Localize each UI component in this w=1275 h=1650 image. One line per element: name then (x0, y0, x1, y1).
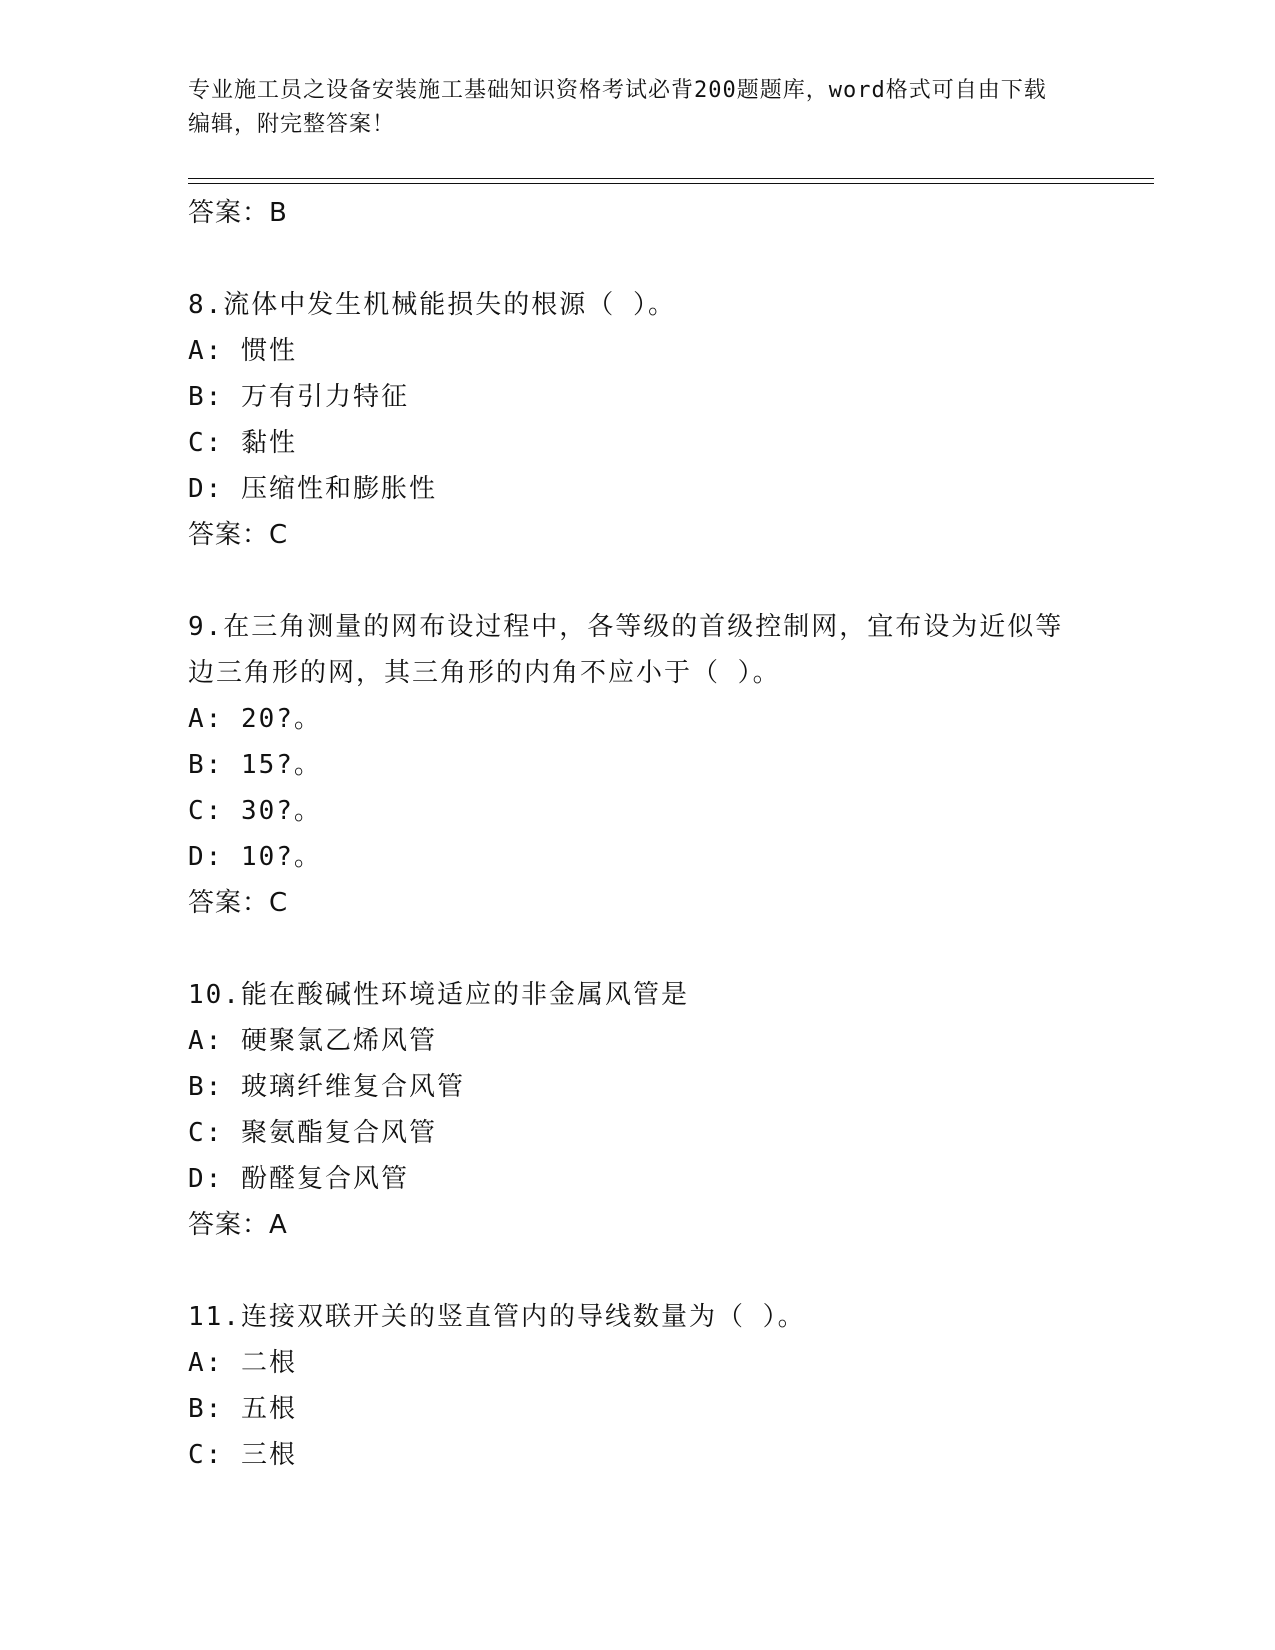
question-text: 11.连接双联开关的竖直管内的导线数量为（ ）。 (188, 1302, 806, 1332)
option-a: A: 20?。 (188, 704, 322, 734)
document-header: 专业施工员之设备安装施工基础知识资格考试必背200题题库，word格式可自由下载编辑，附完整答案！ (188, 78, 1047, 137)
option-b: B: 玻璃纤维复合风管 (188, 1072, 465, 1102)
spacer (188, 558, 1088, 604)
question-text: 8.流体中发生机械能损失的根源（ ）。 (188, 290, 676, 320)
option-d: D: 压缩性和膨胀性 (188, 474, 437, 504)
question-text: 10.能在酸碱性环境适应的非金属风管是 (188, 980, 689, 1010)
option-d: D: 酚醛复合风管 (188, 1164, 409, 1194)
document-content (188, 190, 1088, 1478)
option-a: A: 惯性 (188, 336, 297, 366)
option-c: C: 三根 (188, 1440, 297, 1470)
question-block-11 (188, 1294, 1088, 1478)
question-text: 9.在三角测量的网布设过程中，各等级的首级控制网，宜布设为近似等边三角形的网，其三角形的内角不应小于（ ）。 (188, 612, 1064, 688)
option-b: B: 15?。 (188, 750, 322, 780)
option-d: D: 10?。 (188, 842, 322, 872)
option-c: C: 聚氨酯复合风管 (188, 1118, 437, 1148)
spacer (188, 1248, 1088, 1294)
option-b: B: 五根 (188, 1394, 297, 1424)
header-divider-bottom (188, 183, 1154, 184)
question-block-8 (188, 282, 1088, 558)
option-a: A: 二根 (188, 1348, 297, 1378)
answer-line: 答案：C (188, 520, 289, 550)
spacer (188, 236, 1088, 282)
answer-line: 答案：A (188, 1210, 288, 1240)
option-c: C: 黏性 (188, 428, 297, 458)
question-block-9 (188, 604, 1088, 926)
answer-line: 答案：C (188, 888, 289, 918)
header-divider-top (188, 178, 1154, 179)
option-a: A: 硬聚氯乙烯风管 (188, 1026, 437, 1056)
spacer (188, 926, 1088, 972)
option-b: B: 万有引力特征 (188, 382, 409, 412)
question-block-10 (188, 972, 1088, 1248)
option-c: C: 30?。 (188, 796, 322, 826)
answer-line: 答案：B (188, 198, 288, 228)
